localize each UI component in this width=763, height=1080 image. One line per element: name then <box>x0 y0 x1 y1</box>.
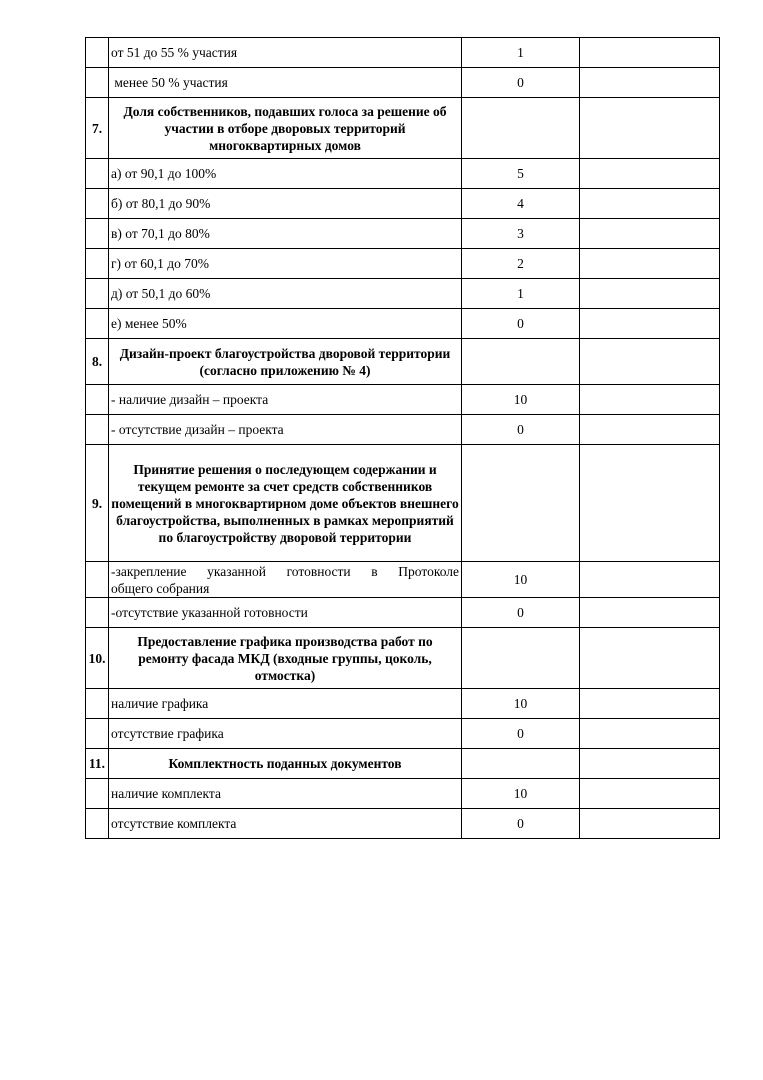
empty-cell <box>580 719 720 749</box>
empty-cell <box>580 38 720 68</box>
row-number <box>86 249 109 279</box>
option-label: - наличие дизайн – проекта <box>109 385 462 415</box>
row-number <box>86 38 109 68</box>
option-label: отсутствие комплекта <box>109 809 462 839</box>
row-number <box>86 68 109 98</box>
table-row <box>86 445 720 562</box>
empty-cell <box>580 279 720 309</box>
empty-cell <box>580 749 720 779</box>
criterion-title: Комплектность поданных документов <box>109 749 462 779</box>
score-value: 0 <box>462 719 580 749</box>
empty-cell <box>580 339 720 385</box>
option-label-line: -закрепление указанной готовности в Протоколе <box>111 563 459 579</box>
option-label <box>109 562 462 598</box>
table-row <box>86 219 720 249</box>
table-row <box>86 598 720 628</box>
row-number <box>86 689 109 719</box>
row-number: 11. <box>86 749 109 779</box>
row-number <box>86 159 109 189</box>
empty-cell <box>580 309 720 339</box>
option-label: г) от 60,1 до 70% <box>109 249 462 279</box>
row-number <box>86 385 109 415</box>
score-value: 10 <box>462 385 580 415</box>
empty-cell <box>580 598 720 628</box>
score-value: 1 <box>462 279 580 309</box>
row-number <box>86 415 109 445</box>
empty-cell <box>580 98 720 159</box>
table-row <box>86 249 720 279</box>
empty-cell <box>580 445 720 562</box>
table-row <box>86 415 720 445</box>
score-value <box>462 445 580 562</box>
score-value <box>462 339 580 385</box>
score-value <box>462 749 580 779</box>
option-label: отсутствие графика <box>109 719 462 749</box>
row-number: 10. <box>86 628 109 689</box>
empty-cell <box>580 189 720 219</box>
score-value <box>462 628 580 689</box>
table-row <box>86 339 720 385</box>
option-label: от 51 до 55 % участия <box>109 38 462 68</box>
empty-cell <box>580 219 720 249</box>
row-number <box>86 279 109 309</box>
score-value: 0 <box>462 309 580 339</box>
table-row <box>86 628 720 689</box>
row-number <box>86 189 109 219</box>
empty-cell <box>580 159 720 189</box>
empty-cell <box>580 689 720 719</box>
option-label: наличие комплекта <box>109 779 462 809</box>
score-value: 0 <box>462 68 580 98</box>
table-row <box>86 98 720 159</box>
score-value <box>462 98 580 159</box>
score-value: 5 <box>462 159 580 189</box>
option-label: е) менее 50% <box>109 309 462 339</box>
score-value: 0 <box>462 598 580 628</box>
table-row <box>86 719 720 749</box>
table-row <box>86 562 720 598</box>
table-row <box>86 159 720 189</box>
table-row <box>86 38 720 68</box>
table-row <box>86 385 720 415</box>
score-value: 10 <box>462 779 580 809</box>
criteria-table <box>85 37 720 839</box>
option-label: -отсутствие указанной готовности <box>109 598 462 628</box>
criterion-title: Предоставление графика производства работ по ремонту фасада МКД (входные группы, цоколь, отмостка) <box>109 628 462 689</box>
option-label: в) от 70,1 до 80% <box>109 219 462 249</box>
empty-cell <box>580 562 720 598</box>
table-row <box>86 689 720 719</box>
score-value: 0 <box>462 415 580 445</box>
option-label: менее 50 % участия <box>109 68 462 98</box>
empty-cell <box>580 809 720 839</box>
option-label: наличие графика <box>109 689 462 719</box>
option-label: а) от 90,1 до 100% <box>109 159 462 189</box>
option-label-line: общего собрания <box>111 580 210 596</box>
empty-cell <box>580 385 720 415</box>
empty-cell <box>580 415 720 445</box>
table-row <box>86 309 720 339</box>
score-value: 2 <box>462 249 580 279</box>
score-value: 0 <box>462 809 580 839</box>
table-row <box>86 279 720 309</box>
row-number: 8. <box>86 339 109 385</box>
criterion-title: Принятие решения о последующем содержании и текущем ремонте за счет средств собственников помещений в многоквартирном доме объектов внешнего благоустройства, выполненных в рамках мероприятий по благоустройству дворовой территории <box>109 445 462 562</box>
empty-cell <box>580 249 720 279</box>
score-value: 10 <box>462 689 580 719</box>
score-value: 10 <box>462 562 580 598</box>
table-row <box>86 189 720 219</box>
row-number <box>86 719 109 749</box>
row-number <box>86 598 109 628</box>
option-label: д) от 50,1 до 60% <box>109 279 462 309</box>
row-number <box>86 219 109 249</box>
row-number: 9. <box>86 445 109 562</box>
score-value: 1 <box>462 38 580 68</box>
score-value: 3 <box>462 219 580 249</box>
score-value: 4 <box>462 189 580 219</box>
empty-cell <box>580 779 720 809</box>
option-label: - отсутствие дизайн – проекта <box>109 415 462 445</box>
table-row <box>86 749 720 779</box>
table-row <box>86 68 720 98</box>
table-row <box>86 779 720 809</box>
criterion-title: Дизайн-проект благоустройства дворовой территории (согласно приложению № 4) <box>109 339 462 385</box>
row-number: 7. <box>86 98 109 159</box>
empty-cell <box>580 628 720 689</box>
option-label: б) от 80,1 до 90% <box>109 189 462 219</box>
row-number <box>86 809 109 839</box>
criterion-title: Доля собственников, подавших голоса за решение об участии в отборе дворовых территорий многоквартирных домов <box>109 98 462 159</box>
row-number <box>86 309 109 339</box>
row-number <box>86 779 109 809</box>
empty-cell <box>580 68 720 98</box>
row-number <box>86 562 109 598</box>
table-row <box>86 809 720 839</box>
